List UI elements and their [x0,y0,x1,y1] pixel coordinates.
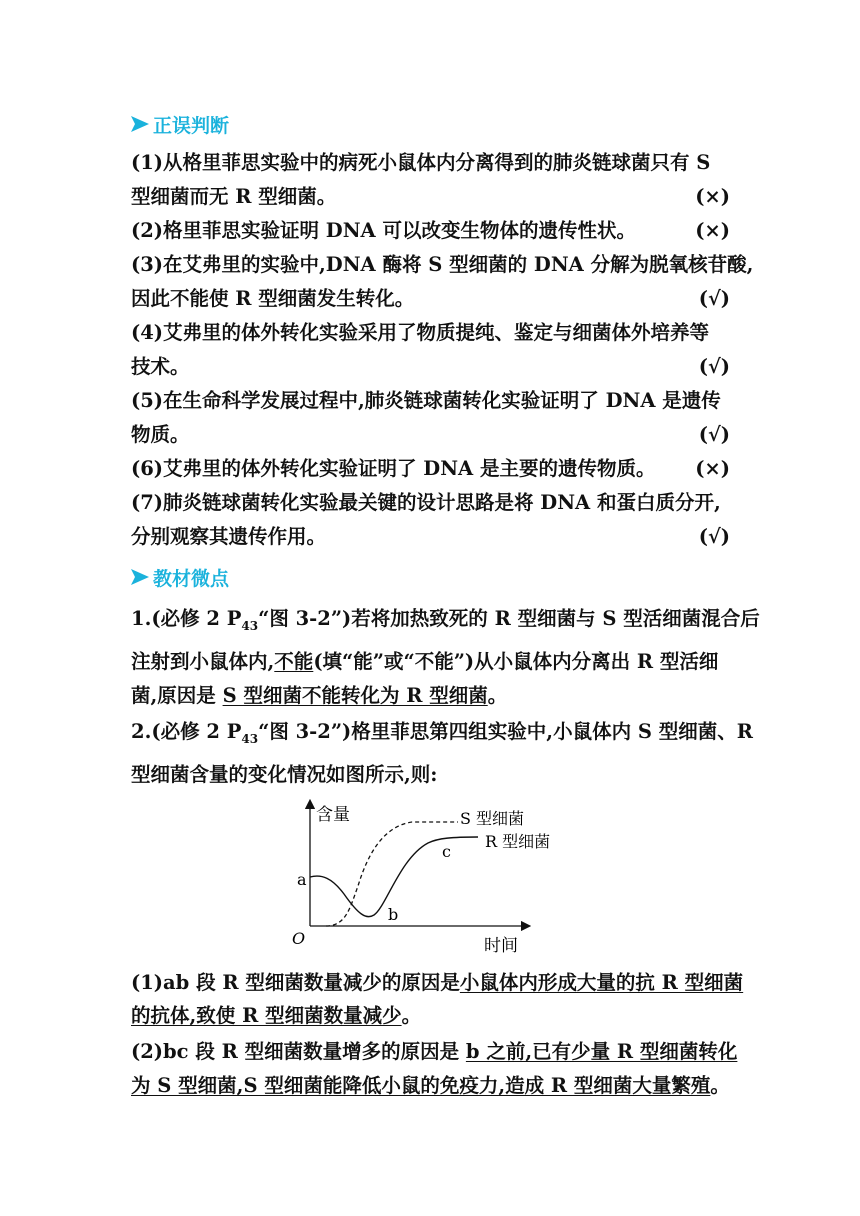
item-6-line-1: (6)艾弗里的体外转化实验证明了 DNA 是主要的遗传物质。 [131,457,656,480]
q2-sub1-answer-1: 小鼠体内形成大量的抗 R 型细菌 [459,971,744,994]
q2-sub1-text: 。 [401,1004,422,1027]
q1-text: (填“能”或“不能”)从小鼠体内分离出 R 型活细 [313,650,719,673]
arrow-icon [131,115,149,133]
item-5-line-2: 物质。 [131,423,190,446]
point-label-b: b [388,905,399,924]
q1-answer-2: S 型细菌不能转化为 R 型细菌 [222,684,488,707]
item-2-mark: (×) [695,219,730,242]
q2-sub2-answer-1: b 之前,已有少量 R 型细菌转化 [465,1040,738,1063]
q2-sub2-answer-2: 为 S 型细菌,S 型细菌能降低小鼠的免疫力,造成 R 型细菌大量繁殖 [131,1074,711,1097]
q1-answer-1: 不能 [274,650,314,673]
q2-text: “图 3-2”)格里菲思第四组实验中,小鼠体内 S 型细菌、R [258,720,753,743]
point-label-c: c [442,842,451,861]
origin-label: O [292,929,306,948]
q2-sub1-text: (1)ab 段 R 型细菌数量减少的原因是 [131,971,460,994]
item-3-mark: (√) [698,287,730,310]
q2-sub2-text: 。 [710,1074,730,1097]
q2-page-sub: 43 [241,731,259,746]
item-4-line-2: 技术。 [131,355,190,378]
section-header-judgement [131,111,229,137]
series-s-label: S 型细菌 [460,809,525,828]
bacteria-content-chart [288,798,588,958]
item-5-line-1: (5)在生命科学发展过程中,肺炎链球菌转化实验证明了 DNA 是遗传 [131,389,721,412]
section-header-textbook [131,564,229,590]
item-7-line-2: 分别观察其遗传作用。 [131,525,327,548]
q1-text: 菌,原因是 [131,684,223,707]
q1-line-3 [131,683,731,709]
arrow-icon [131,568,149,586]
item-7-mark: (√) [698,525,730,548]
q2-sub1-answer-2: 的抗体,致使 R 型细菌数量减少 [131,1004,402,1027]
item-7-line-1: (7)肺炎链球菌转化实验最关键的设计思路是将 DNA 和蛋白质分开, [131,491,721,514]
q1-text: 1.(必修 2 P [131,607,242,630]
q2-line-1 [131,719,753,752]
q2-sub2-line-2 [131,1073,731,1099]
item-6-mark: (×) [695,457,730,480]
q1-page-sub: 43 [241,618,259,633]
q1-text: “图 3-2”)若将加热致死的 R 型细菌与 S 型活细菌混合后 [258,607,760,630]
item-1-line-2: 型细菌而无 R 型细菌。 [131,185,337,208]
item-3-line-1: (3)在艾弗里的实验中,DNA 酶将 S 型细菌的 DNA 分解为脱氧核苷酸, [131,253,754,276]
y-axis-label: 含量 [316,805,350,825]
q2-line-2: 型细菌含量的变化情况如图所示,则: [131,763,438,786]
series-r-label: R 型细菌 [485,832,551,851]
q1-line-2 [131,649,731,675]
item-4-line-1: (4)艾弗里的体外转化实验采用了物质提纯、鉴定与细菌体外培养等 [131,321,710,344]
q1-line-1 [131,606,760,639]
item-1-mark: (×) [695,185,730,208]
item-5-mark: (√) [698,423,730,446]
q2-sub1-line-1 [131,970,744,996]
x-axis-label: 时间 [484,936,518,956]
q2-text: 2.(必修 2 P [131,720,242,743]
item-2-line-1: (2)格里菲思实验证明 DNA 可以改变生物体的遗传性状。 [131,219,636,242]
item-3-line-2: 因此不能使 R 型细菌发生转化。 [131,287,415,310]
section-title: 正误判断 [153,114,230,137]
section-title: 教材微点 [153,567,230,590]
point-label-a: a [297,870,307,889]
item-4-mark: (√) [698,355,730,378]
item-1-line-1: (1)从格里菲思实验中的病死小鼠体内分离得到的肺炎链球菌只有 S [131,151,711,174]
q2-sub2-line-1 [131,1039,738,1065]
q1-text: 。 [487,684,508,707]
q2-sub2-text: (2)bc 段 R 型细菌数量增多的原因是 [131,1040,466,1063]
q2-sub1-line-2 [131,1003,731,1029]
q1-text: 注射到小鼠体内, [131,650,275,673]
